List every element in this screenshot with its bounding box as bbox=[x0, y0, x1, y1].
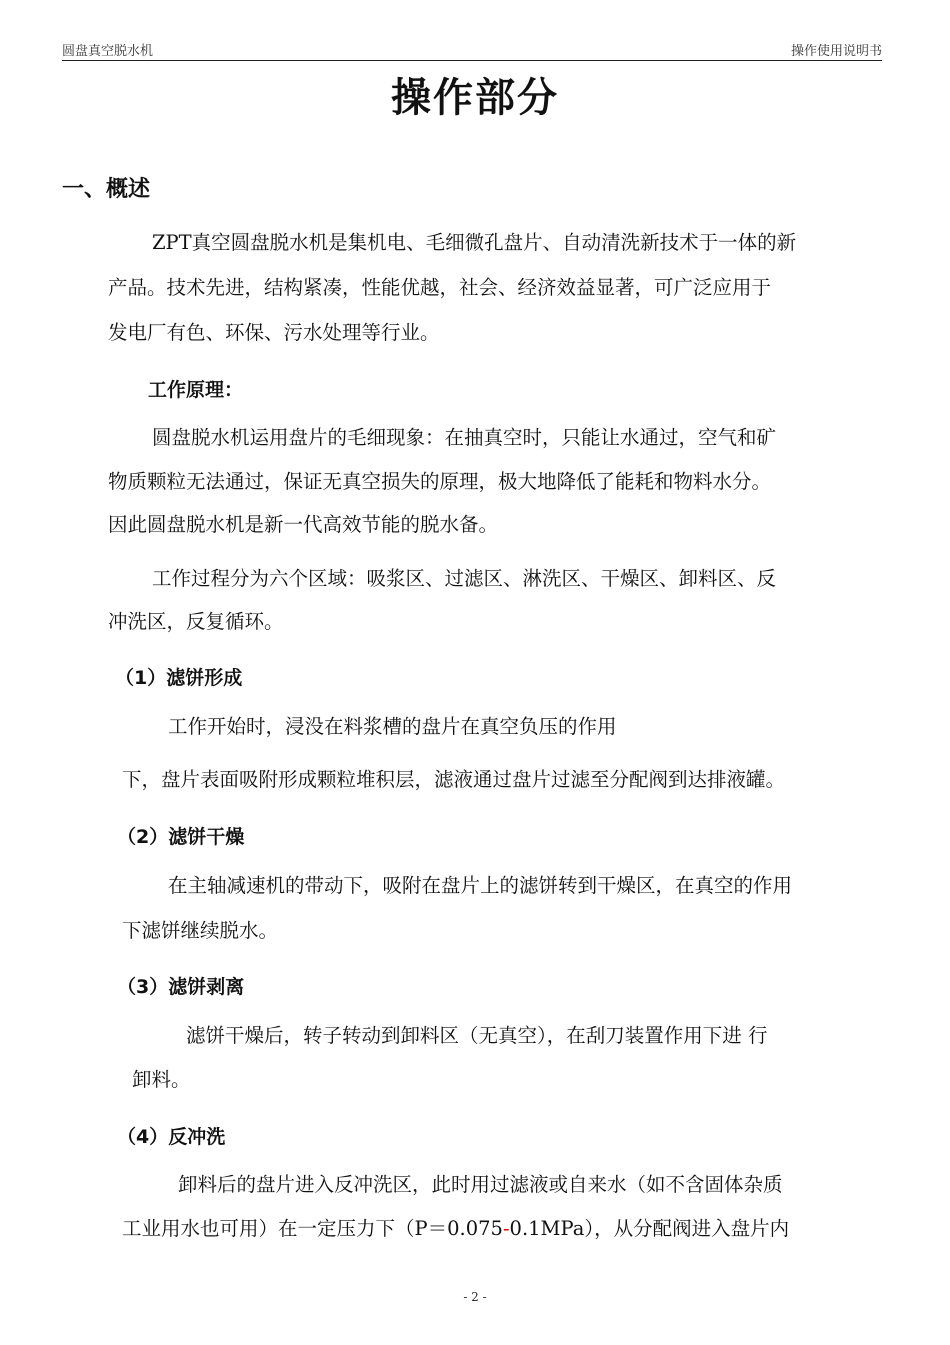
step-4-range-dash: - bbox=[502, 1217, 510, 1240]
step-4-line-2-tail: 0.1MPa），从分配阀进入盘片内 bbox=[509, 1217, 790, 1240]
step-4-line-2-text: 工业用水也可用）在一定压力下（P＝0.075 bbox=[122, 1217, 503, 1240]
intro-line-2: 产品。技术先进，结构紧凑，性能优越，社会、经济效益显著，可广泛应用于 bbox=[108, 276, 772, 299]
step-4-line-1: 卸料后的盘片进入反冲洗区，此时用过滤液或自来水（如不含固体杂质 bbox=[178, 1173, 783, 1196]
step-3-line-1: 滤饼干燥后，转子转动到卸料区（无真空），在刮刀装置作用下进 行 bbox=[186, 1024, 768, 1047]
step-2-line-1: 在主轴减速机的带动下，吸附在盘片上的滤饼转到干燥区，在真空的作用 bbox=[168, 874, 793, 897]
header-left-title: 圆盘真空脱水机 bbox=[62, 44, 154, 59]
step-heading-4: （4）反冲洗 bbox=[117, 1126, 226, 1148]
page-number: - 2 - bbox=[463, 1290, 487, 1304]
section-heading-overview: 一、概述 bbox=[62, 177, 151, 202]
intro-line-3: 发电厂有色、环保、污水处理等行业。 bbox=[108, 321, 440, 344]
process-line-2: 冲洗区，反复循环。 bbox=[108, 610, 284, 633]
step-heading-3: （3）滤饼剥离 bbox=[117, 976, 245, 998]
step-2-line-2: 下滤饼继续脱水。 bbox=[122, 919, 279, 942]
principle-line-3: 因此圆盘脱水机是新一代高效节能的脱水备。 bbox=[108, 513, 499, 536]
step-3-line-2: 卸料。 bbox=[132, 1068, 191, 1091]
principle-line-1: 圆盘脱水机运用盘片的毛细现象：在抽真空时，只能让水通过，空气和矿 bbox=[152, 426, 777, 449]
step-heading-1: （1）滤饼形成 bbox=[115, 667, 243, 689]
header-right-title: 操作使用说明书 bbox=[790, 44, 882, 59]
step-1-line-1: 工作开始时，浸没在料浆槽的盘片在真空负压的作用 bbox=[168, 715, 617, 738]
process-line-1: 工作过程分为六个区域：吸浆区、过滤区、淋洗区、干燥区、卸料区、反 bbox=[152, 567, 777, 590]
header-rule bbox=[62, 60, 882, 61]
step-1-line-2: 下，盘片表面吸附形成颗粒堆积层，滤液通过盘片过滤至分配阀到达排液罐。 bbox=[122, 768, 786, 791]
step-heading-2: （2）滤饼干燥 bbox=[117, 826, 245, 848]
intro-line-1: ZPT真空圆盘脱水机是集机电、毛细微孔盘片、自动清洗新技术于一体的新 bbox=[152, 231, 797, 254]
page-title: 操作部分 bbox=[391, 75, 559, 121]
principle-line-2: 物质颗粒无法通过，保证无真空损失的原理，极大地降低了能耗和物料水分。 bbox=[108, 470, 772, 493]
principle-heading: 工作原理： bbox=[148, 379, 244, 401]
step-4-line-2 bbox=[122, 1218, 789, 1240]
